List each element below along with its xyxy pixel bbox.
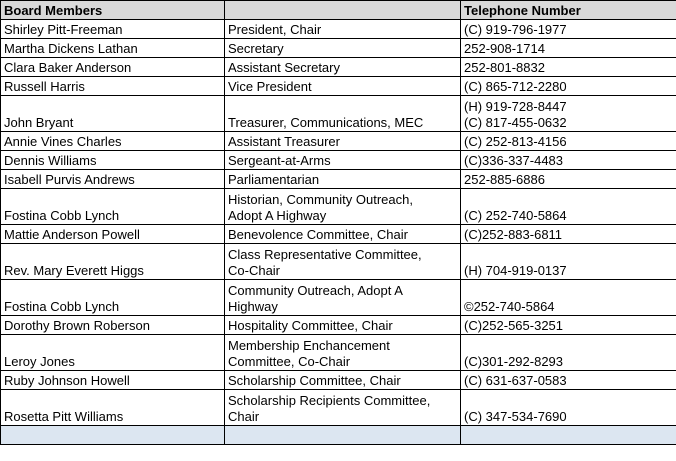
member-role-cell: Parliamentarian <box>225 170 461 189</box>
member-name-cell: Shirley Pitt-Freeman <box>1 20 225 39</box>
member-name-cell: Rev. Mary Everett Higgs <box>1 244 225 280</box>
member-name-cell: Fostina Cobb Lynch <box>1 280 225 316</box>
member-name-cell: Mattie Anderson Powell <box>1 225 225 244</box>
table-row <box>1 58 676 77</box>
member-name-cell: Leroy Jones <box>1 335 225 371</box>
member-phone-cell: 252-801-8832 <box>461 58 676 77</box>
member-role-cell: Treasurer, Communications, MEC <box>225 96 461 132</box>
member-role-cell: Sergeant-at-Arms <box>225 151 461 170</box>
table-row <box>1 170 676 189</box>
member-role-cell: Assistant Treasurer <box>225 132 461 151</box>
member-name-cell: Clara Baker Anderson <box>1 58 225 77</box>
member-phone-cell: (C)252-565-3251 <box>461 316 676 335</box>
member-name-cell: Dorothy Brown Roberson <box>1 316 225 335</box>
member-role-cell: Membership Enchancement Committee, Co-Chair <box>225 335 461 371</box>
member-role-cell: President, Chair <box>225 20 461 39</box>
footer-cell <box>461 426 676 445</box>
header-row <box>1 1 676 20</box>
table-row <box>1 96 676 132</box>
member-name-cell: John Bryant <box>1 96 225 132</box>
table-row <box>1 225 676 244</box>
member-name-cell: Dennis Williams <box>1 151 225 170</box>
header-board-members: Board Members <box>1 1 225 20</box>
member-phone-cell: (C)252-883-6811 <box>461 225 676 244</box>
member-name-cell: Ruby Johnson Howell <box>1 371 225 390</box>
member-name-cell: Fostina Cobb Lynch <box>1 189 225 225</box>
member-name-cell: Isabell Purvis Andrews <box>1 170 225 189</box>
member-role-cell: Benevolence Committee, Chair <box>225 225 461 244</box>
member-name-cell: Russell Harris <box>1 77 225 96</box>
member-phone-cell: 252-908-1714 <box>461 39 676 58</box>
member-role-cell: Secretary <box>225 39 461 58</box>
member-phone-cell: (H) 704-919-0137 <box>461 244 676 280</box>
member-phone-cell: (C) 865-712-2280 <box>461 77 676 96</box>
member-role-cell: Historian, Community Outreach, Adopt A Highway <box>225 189 461 225</box>
table-row <box>1 244 676 280</box>
member-phone-cell: (C) 919-796-1977 <box>461 20 676 39</box>
table-row <box>1 280 676 316</box>
table-row <box>1 390 676 426</box>
member-name-cell: Annie Vines Charles <box>1 132 225 151</box>
table-row <box>1 132 676 151</box>
table-row <box>1 316 676 335</box>
member-role-cell: Community Outreach, Adopt A Highway <box>225 280 461 316</box>
header-role <box>225 1 461 20</box>
table-row <box>1 20 676 39</box>
member-role-cell: Class Representative Committee, Co-Chair <box>225 244 461 280</box>
member-phone-cell: ©252-740-5864 <box>461 280 676 316</box>
member-phone-cell: (C) 252-740-5864 <box>461 189 676 225</box>
member-phone-cell: (C) 252-813-4156 <box>461 132 676 151</box>
table-row <box>1 335 676 371</box>
member-phone-cell: (C)336-337-4483 <box>461 151 676 170</box>
member-role-cell: Scholarship Committee, Chair <box>225 371 461 390</box>
table-row <box>1 77 676 96</box>
empty-footer-row <box>1 426 676 445</box>
member-role-cell: Scholarship Recipients Committee, Chair <box>225 390 461 426</box>
member-role-cell: Assistant Secretary <box>225 58 461 77</box>
member-phone-cell: (C) 347-534-7690 <box>461 390 676 426</box>
member-name-cell: Rosetta Pitt Williams <box>1 390 225 426</box>
member-role-cell: Vice President <box>225 77 461 96</box>
member-phone-cell: (H) 919-728-8447 (C) 817-455-0632 <box>461 96 676 132</box>
member-phone-cell: (C)301-292-8293 <box>461 335 676 371</box>
member-phone-cell: 252-885-6886 <box>461 170 676 189</box>
member-name-cell: Martha Dickens Lathan <box>1 39 225 58</box>
table-row <box>1 189 676 225</box>
header-telephone-number: Telephone Number <box>461 1 676 20</box>
table-row <box>1 151 676 170</box>
table-row <box>1 39 676 58</box>
table-row <box>1 371 676 390</box>
member-phone-cell: (C) 631-637-0583 <box>461 371 676 390</box>
footer-cell <box>225 426 461 445</box>
footer-cell <box>1 426 225 445</box>
member-role-cell: Hospitality Committee, Chair <box>225 316 461 335</box>
